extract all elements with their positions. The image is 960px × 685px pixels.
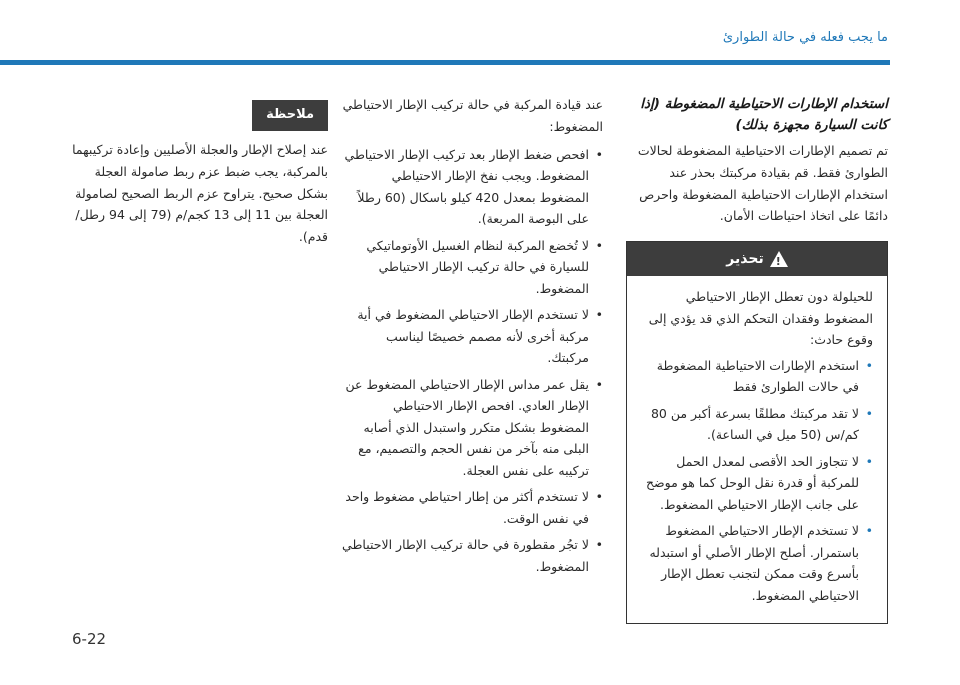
page-header: ما يجب فعله في حالة الطوارئ xyxy=(722,30,888,45)
warning-box xyxy=(626,241,888,624)
section-title: استخدام الإطارات الاحتياطية المضغوطة (إذا كانت السيارة مجهزة بذلك) xyxy=(640,96,888,133)
middle-list xyxy=(341,144,603,578)
list-item: • استخدم الإطارات الاحتياطية المضغوطة في حالات الطوارئ فقط xyxy=(639,355,873,398)
warning-label: تحذير xyxy=(726,251,764,268)
header-rule xyxy=(0,60,890,65)
warning-intro: للحيلولة دون تعطل الإطار الاحتياطي المضغوط وفقدان التحكم الذي قد يؤدي إلى وقوع حادث: xyxy=(648,289,873,348)
note-header: ملاحظة xyxy=(252,100,328,131)
list-item: • لا تستخدم أكثر من إطار احتياطي مضغوط واحد في نفس الوقت. xyxy=(341,486,603,529)
warning-header xyxy=(627,242,887,276)
note-text: عند إصلاح الإطار والعجلة الأصليين وإعادة تركيبهما بالمركبة، يجب ضبط عزم ربط صامولة العجلة بشكل صحيح. يتراوح عزم الربط الصحيح لصامولة العجلة بين 11 إلى 13 كجم/م (79 إلى 94 رطل/قدم). xyxy=(72,141,328,245)
list-item: • افحص ضغط الإطار بعد تركيب الإطار الاحتياطي المضغوط. ويجب نفخ الإطار الاحتياطي المضغوط بمعدل 420 كيلو باسكال (60 رطلاً على البوصة المربعة). xyxy=(341,144,603,230)
warning-list xyxy=(639,355,873,607)
list-item: • يقل عمر مداس الإطار الاحتياطي المضغوط عن الإطار العادي. افحص الإطار الاحتياطي المضغوط بشكل متكرر واستبدل الذي أصابه البلى منه بآخر من نفس الحجم والتصميم، مع تركيبه على نفس العجلة. xyxy=(341,374,603,482)
warning-triangle-icon xyxy=(770,251,788,267)
middle-column xyxy=(341,94,603,582)
list-item: • لا تجُر مقطورة في حالة تركيب الإطار الاحتياطي المضغوط. xyxy=(341,534,603,577)
section-intro: تم تصميم الإطارات الاحتياطية المضغوطة لحالات الطوارئ فقط. قم بقيادة مركبتك بحذر عند استخدام الإطارات الاحتياطية المضغوطة واحرص دائمًا على اتخاذ احتياطات الأمان. xyxy=(637,142,888,224)
left-column xyxy=(66,100,328,262)
list-item: • لا تتجاوز الحد الأقصى لمعدل الحمل للمركبة أو قدرة نقل الوحل كما هو موضح على جانب الإطار الاحتياطي المضغوط. xyxy=(639,451,873,516)
list-item: • لا تقد مركبتك مطلقًا بسرعة أكبر من 80 كم/س (50 ميل في الساعة). xyxy=(639,403,873,446)
right-column xyxy=(626,94,888,624)
warning-body xyxy=(627,276,887,623)
list-item: • لا تُخضع المركبة لنظام الغسيل الأوتوماتيكي للسيارة في حالة تركيب الإطار الاحتياطي المضغوط. xyxy=(341,235,603,300)
page-number: 6-22 xyxy=(72,630,107,648)
list-item: • لا تستخدم الإطار الاحتياطي المضغوط باستمرار. أصلح الإطار الأصلي أو استبدله بأسرع وقت ممكن لتجنب تعطل الإطار الاحتياطي المضغوط. xyxy=(639,520,873,606)
middle-intro: عند قيادة المركبة في حالة تركيب الإطار الاحتياطي المضغوط: xyxy=(342,97,603,134)
list-item: • لا تستخدم الإطار الاحتياطي المضغوط في أية مركبة أخرى لأنه مصمم خصيصًا ليناسب مركبتك. xyxy=(341,304,603,369)
